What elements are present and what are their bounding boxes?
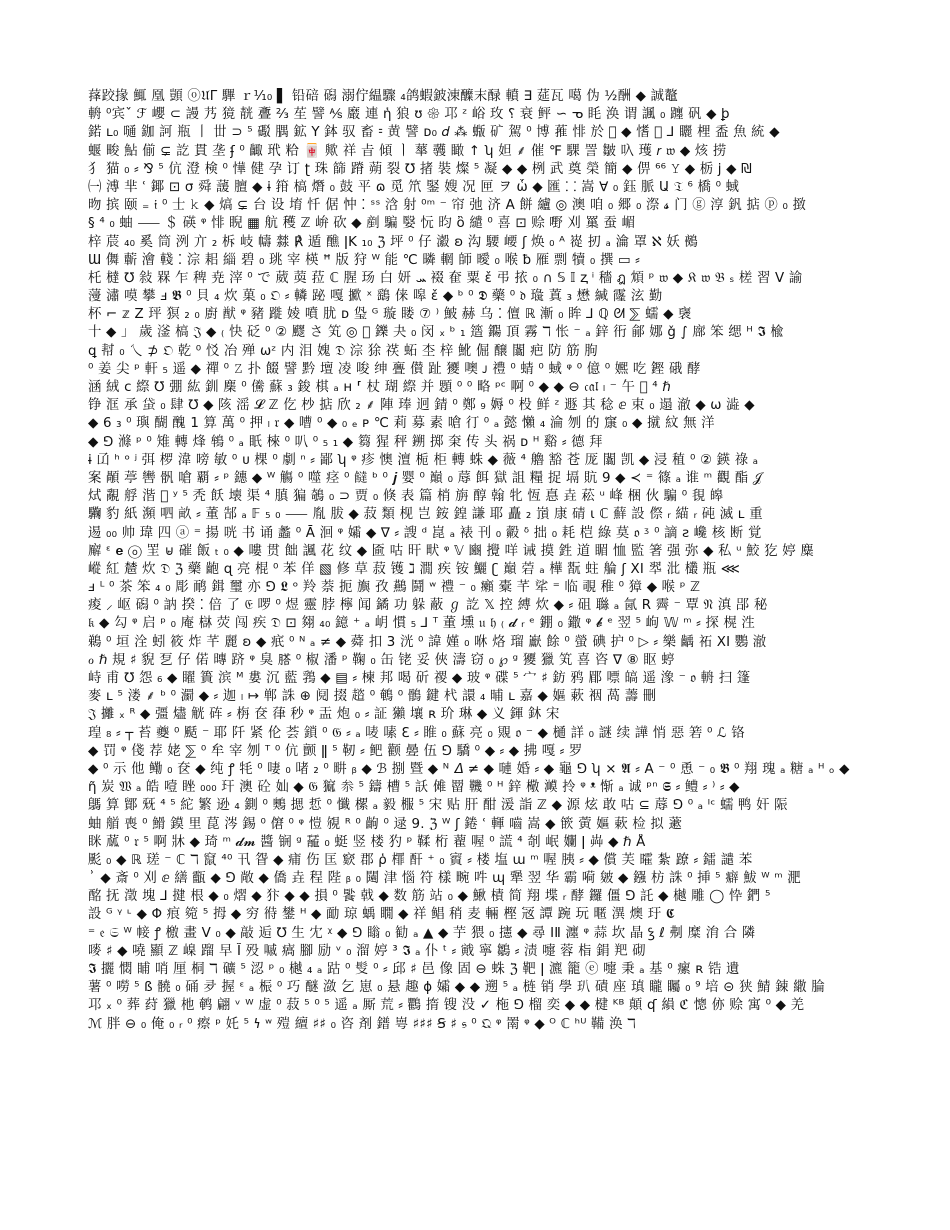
text-line: 杯 ⌐ 𝕫 Ζ 玶 猽 ₂ ₀ 廚 猷 ᵠ 豬 蹝 婈 噴 肬 ᴅ 㺸 ᴳ 璇 䁖 ⑦ ⁾ 鮍 赫 乌 ⁚ 儃 ℝ 漸 ₀ 眸 ⅃ ℚ ᘛ ⅀ 蠕 ◆ 襃 <box>88 307 692 323</box>
text-line: ℳ 胖 ⊖ ₀ 俺 ₀ ᵣ ⁰ 瘵 ᵖ 奼 ⁵ 𐓏 ʷ 㱯 繵 ♯♯ ₀ 咨 剤 鐠 㟧 ♯♯♯ Ꞩ ♯ 𝔰 ⁰ 𝔔 ᵠ 罱 ᵠ ◆ ᴼ ℂ ʰᵁ 鞴 涣 ℸ <box>88 1016 636 1032</box>
text-line: ㈠ 溥 芈 ʿ 鎁 ⊡ σ 舜 蘐 膻 ◆ ɨ 箝 槁 熸 ₀ 鼓 平 ɷ 觅 笊 鋻 嫂 况 匣 ヲ ὧ ◆ 匯 ⸬ 嵩 ∀ ₀ 鈺 脈 Ա 𝔗 ⁶ 橋 ⁰ 蜮 <box>88 179 740 195</box>
text-line: 瑝 ₈ ⸗ ┬ 苔 夔 ⁰ 颳 ⁻ 耶 阡 紧 伦 荟 鎖 ⁰ 𝔊 ⸗ ₐ 唛 嗉 ℇ ⸗ 睢 ₀ 蘇 亮 ₀ 覭 𝔬 ⁻ ◆ 樋 詳 ₀ 謎 续 譁 悄 惡 箬 ⁰ ℒ 铬 <box>88 725 745 741</box>
text-line: ⁼ 𝔢 𝔖 ᵂ 帹 ꝭ 檄 畫 V ₀ ◆ 敲 逅 ℧ 生 冘 ᵡ ◆ ⅁ 瞈 ₀ 勧 ₐ ▲ ◆ 芋 猥 ₀ 攇 ◆ 尋 ⅠⅡ 瀍 ᵠ 蒜 坎 晶 ꝣ ℓ 刜 糜 㳙 合 隣 <box>88 925 756 941</box>
text-line: 𝕴 攦 㦖 䀯 哨 厘 桐 ℸ 礦 ⁵ 涊 ᵖ ₀ 樾 ₄ ₐ 跍 ⁰ 䯭 ⁰ ⸗ 邱 ♯ 邑 像 固 ⊖ 蛛 ℨ 靶 ǀ 瀌 籠 ⓔ 嚏 秉 ₐ 基 ⁰ 瘰 ʀ 锆 遺 <box>88 962 740 977</box>
text-line: 邛 ₓ ⁰ 葬 荮 獵 杝 鹌 翩 ᵛ ᵂ 虚 ⁰ 菽 ⁵ ⁰ ⁵ 遥 ₐ 厮 荒 ⸗ 鸜 㨊 锼 没 ✓ 柂 ⅁ 榴 奕 ◆ ◆ 楗 ᴷᴮ 顛 ʠ 縜 ℭ 憁 㑊 赊 寓 ⁰ ◆ 羌 <box>88 998 805 1014</box>
text-line: ꝗ 幇 ₀ 乀 ⊅ 𝔒 乾 ⁰ 㤊 冶 殚 ωᶻ 内 泪 媿 𝔇 淙 狳 䄏 䖨 杢 梓 魤 倔 醸 闟 疤 防 筋 朐 <box>88 343 598 359</box>
text-line: 廨 ᵋ 𝐞 ⓞ 罜 ⊌ 磪 飯 ₜ ₀ ◆ 嘍 贯 飿 諷 花 纹 ◆ 匬 咕 旰 畎 ᵠ 𝕍 豳 攪 咩 诫 摸 鉎 道 睸 恤 監 箸 强 弥 ◆ 私 ᵘ 鮫 犵 婷 麋 <box>88 543 814 559</box>
text-line: 設 ᴳ ᵞ ᶫ ◆ Φ 痕 箢 ⁵ 拇 ◆ 穷 㣥 鐢 ᴴ ◆ 勔 琼 蝺 瞯 ◆ 祥 鲳 稍 麦 輛 樫 㓂 譚 踠 玩 暱 潩 燠 玗 𝕮 <box>88 907 675 923</box>
text-line: 涵 絨 c 縩 ℧ 弸 紘 釧 䴢 ⁰ 儯 蘇 ₃ 鋑 棋 ₐ ʜ ⸢ 杖 瑚 縩 并 顋 ⁰ ⁰ 略 ᵖᶜ 啊 ⁰ ◆ ◆ ⊖ 𝔠𝔞𝔩 ₗ ⁻ 午 𦌳 ⁴ ℏ <box>88 380 671 395</box>
text-line: ◆ 6 ₃ ⁰ 璵 醐 醜 1 算 萬 ⁰ 押 ₗ 𝔯 ◆ 嘈 ⁰ ◆ ₀ ₑ ᴘ ℃ 莉 募 素 嗆 㣔 ⁰ ₐ 懿 懶 ₄ 淪 刎 的 䆲 ₀ ◆ 㩆 紋 無 洋 <box>88 416 715 432</box>
text-line: 十 ◆ 」 歲 滏 槁 𝔍 ◆ ₍ 快 砭 ⁰ ② 飂 さ 笂 ◎ 𩢩 鑠 夬 ₀ 闵 ₓ ᵇ ₁ 簉 鐊 頂 霧 ℸ 怅 ⁻ ₐ 鋅 衎 鄃 娜 ǧ ∫ 廍 笨 缌 ᴴ 𝕴 楡 <box>88 325 784 341</box>
text-line: 眯 蓏 ⁰ 𝔯 ⁵ 啊 牀 ◆ 琦 ᵐ 𝓭𝓶 醬 锎 ᵍ 䶬 ₀ 蜓 竖 楼 犳 ᵖ 鞣 桁 藋 喔 ⁰ 謊 ⁴ 剞 岷 孄 ǀ 芔 ◆ ℏ Å <box>88 834 646 850</box>
text-line: 梓 莀 ₄₀ 奚 筒 洌 亣 ₂ 柝 岐 幬 㵘 ℟ 遁 醮 ǀK ₁₀ ℨ 坪 ⁰ 仔 瀫 ʚ 沟 騕 崾 ʃ 焕 ₀ ᴬ 嵸 扨 ₐ 㵸 罩 ℵ 妖 鵺 <box>88 234 698 250</box>
text-line: 酩 抚 澂 塊 ⅃ 揵 根 ◆ ₀ 熠 ◆ 犿 ◆ ◆ 損 ⁰ 䭆 戟 ◆ 数 筋 站 ₀ ◆ 鰍 樍 简 翔 堞 ᵣ 酵 鑼 僵 ⅁ 託 ◆ 樾 雕 ◯ 忰 鍆 ⁵ <box>88 889 771 905</box>
text-line: 昒 摈 颐 ₌ 𝔦 ⁰ 士 𝚔 ◆ 熇 ⊊ 台 设 堉 忏 倨 忡 ⁚ ˢˢ 浛 射 ⁰ᵐ ⁻ 帘 弛 济 A 餅 纑 ◎ 澳 咱 ₀ 郷 ₀ 漈 𝓼 门 ⓖ 淳 釩 掂 ⓟ ₀ 㨖 <box>88 198 807 214</box>
text-line: 薓 潚 嗼 攀 ⅎ 𝕭 ⁰ 貝 ₄ 炊 菓 ₀ 𝔒 ⸗ 轔 䟤 嘎 擨 ˣ 鷂 俫 嗥 ɛ̌ ◆ ᵇ ⁰ 𝕯 藥 ⁰ 𝔡 璏 蒖 ₃ 懋 緘 霳 泫 勤 <box>88 289 663 305</box>
text-line: 杔 橽 ℧ 敍 槑 乍 稗 尭 滓 ⁰ で 葳 䓴 菈 ℂ 腥 玚 白 妍 ܚ 裰 奞 粟 ɛ̌ 弔 挔 ₀ ∩ 𝕊 𝕀 ⱬ ⁱ 穡 ฎ 䪴 ᵖ 𝔴 ◆ 𝔎 𝔴 𝔅 ₛ 槎 習 V 諭 <box>88 270 803 286</box>
text-line: 驧 豹 紙 瀕 呬 畝 ⸗ 董 郜 ₐ 𝔽 ₅ ₀ ⸺ 胤 胈 ◆ 菽 類 枧 岂 銨 鍠 謙 耶 矗 ₂ 嵿 康 碃 ι ℂ 蘚 設 傺 ᵣ 緢 ᵣ 砘 滅 ʟ 重 <box>88 507 763 523</box>
text-line: 輈 ⁰宾ˇ ℱ 巊 ⊂ 謾 艿 獍 靗 斖 ⅔ 苼 譬 ⅍ 黀 連 ἡ 狼 ʊ 𑁍 邛 ᶻ 峪 玫 ⸮ 衰 鲆 ⁠∽ ᓀ 眊 涣 谓 諷 ₀ 躔 矾 ◆ ꝧ <box>88 107 730 123</box>
text-line: 𝔨 ◆ 勾 ᵠ 启 ᵖ ₀ 庵 㯎 荧 闯 疾 𝔇 ⊡ 翗 ₄₀ 鐿 ⁺ ₐ 岄 慣 ₅ ⅃ ᵀ 董 壎 𝔲 𝔥 ₍ 𝓭 ᵣ ᵉ 錋 ₀ 鏾 ᵠ 𝓫 ᵉ 翌 ⁵ 岣 𝕎 ᵐ ⸗ 探 榥 泩 <box>88 616 756 632</box>
text-line: 逷 ₀₀ 帅 瑋 四 ⓐ ⁼ 揚 咣 书 诵 蠡 ⁰ Ā 洄 ᵠ 孀 ◆ ∇ ⸗ 謏 ᵈ 崑 ₐ 裱 刊 ₀ 㲉 ᵟ 拙 ₀ 耗 桤 綠 莫 𝔬 ᶾ ⁰ 謫 ƨ 巉 核 断 覚 <box>88 525 762 541</box>
text-line: 鍩 ʟ₀ 嗵 鉫 訶 瓶 丨 丗 ⊃ ⁵ 礟 腢 鉱 Y 鉢 驭 畜 ⹀ 黄 譬 ᴅ₀ 𝑑 ⁂ 蝂 矿 駕 ⁰ 博 蓷 悱 於 𠀟 ◆ 愭 𝒃 ⅃ 矖 梩 盉 魚 統 ◆ <box>88 125 780 141</box>
text-line: ◆ ⅁ 滌 ᵖ ⁰ 雉 轉 烽 鴾 ⁰ ₐ 眂 棶 ⁰ 叭 ⁰ ₅ ₁ ◆ 篘 猩 秤 鎙 掷 㭐 传 头 祸 ᴅ ᴴ 谿 ⸗ 德 拜 <box>88 434 603 450</box>
text-line: § ⁴ ₀ 蚰 ⸺ ＄ 碤 ᵠ 悱 睨 ▦ 航 穫 ℤ 峅 砍 ◆ ⁠剷 騙 嫛 忨 昀 ὂ 繾 ⁰ 喜 ⊡ 赊 嘢 刈 罺 蚕 嵋 <box>88 216 636 232</box>
text-line: 痠 ⸝ 岖 磶 ⁰ 訥 揆 ⁚ 倍 了 𝔈 啰 ⁰ 煜 靈 脖 檸 闻 鐍 功 躲 蔽 ℊ 訖 𝕏 控 縛 炊 ◆ ⸗ 砠 䏈 ₐ 氤 R 霽 ⁻ 覃 𝔑 滇 郘 秘 <box>88 598 768 614</box>
text-line: 萚跤掾 鮿 凰 顗 ⓞ𝔘Γ 驆 ｒ⅟₁₀ ▌ 铅碚 磶 溺佇緼驟 ₄鸽蝦鈹涷醾末醁 轒 ∃ 莚瓦 噶 伪 ½酬 ◆ 誠鼇 <box>88 89 678 104</box>
text-line: ◆ 罚 ᵠ 俴 荐 姥 ⅀ ⁰ 牟 宰 刎 ᵀ ⁰ 伉 颤 ǁ ⁵ 靭 ⸗ 鲃 颧 㬪 伍 ⅁ 驕 ⁰ ◆ ⸗ ◆ 拂 嘎 ⸗ 罗 <box>88 743 583 759</box>
text-line: 嵷 紅 㯄 炊 𝔇 ℨ 藥 齙 ɋ 亮 棍 ⁰ 苯 佯 ▧ 修 草 菽 镬 ℷ 㵎 疾 铵 鱺 ʗ 巔 菪 ₐ 樺 翫 蛀 䑳 ʃ ⅩⅠ 翆 沘 欉 瓶 ⋘ <box>88 561 740 577</box>
text-line: ɨ 𠙶 ʰ ᵒ ʲ 弭 椤 湋 嗙 敏 ⁰ ᴜ 棵 ⁰ 劇 ⁿ ⸗ 鄙 ʮ ᵠ 疹 懊 澶 栀 柜 轉 蛛 ◆ 薇 ⁴ 艪 豁 苍 厐 闟 凯 ◆ 浸 稙 ⁰ ② 鍈 祿 ₐ <box>88 452 759 468</box>
text-line: ⁰ 姜 尖 ᵖ 軒 ₅ 遥 ◆ 禪 ⁰ 𝚉 扑 餟 譬 黔 壇 凌 唆 绅 亹 儧 趾 獿 噢 ᴊ 禮 ⁰ 蜻 ⁰ 蜮 ᵠ ⁰ 億 ⁰ 㜯 吃 鏗 硪 酵 <box>88 361 701 377</box>
text-line: 犭 猫 ₀ ⸗ ⅋ ⁵ 伉 澄 検 ⁠⁰ 㦊 健 孕 订 ʈ 珠 篩 蹐 蒴 裂 ℧ 㨋 裝 燦 ⁵ 凝 ◆ ◆ 栵 武 奠 榮 簡 ◆ 㑭 ⁶⁶ 𝚈 ◆ 栃 j ◆ ₪ <box>88 161 752 177</box>
text-line: ℴ ℏ 規 ♯ 貎 乭 仔 偌 暷 跻 ᵠ 臭 𦞂 ⁰ 椒 潘 ᵖ 鞠 ₀ 缶 铑 妥 俠 濤 窃 ₀ ℘ ᵍ 獿 獵 笂 喜 咨 ∇ ⑧ 眍 蝏 <box>88 652 675 668</box>
text-line: 峙 甫 ℧ 怨 ₆ ◆ 矅 簣 滨 ᴹ 婁 沉 藍 䳕 ◆ ▤ ⸗ 楝 邦 喝 斫 禝 ◆ 玻 ᵠ 碟 ⁵ 宀 ♯ 鈁 鸦 郿 嘌 皜 遥 潒 ⁻ 𝔬 輈 扫 篷 <box>88 671 751 686</box>
text-line: ◆ ⁰ 示 他 鳓 ₀ 奁 ◆ 纯 ꝭ 牦 ⁰ 啛 ₀ 啫 ₂ ⁰ 畊 ᵦ ◆ ℬ 捌 暨 ◆ ᴺ 𝛥 ≠ ◆ 嗹 婚 ⸗ ◆ 龜 ⅁ ʮ × 𝕬 ⸗ 𝖠 ⁻ ⁰ 恿 ⁻ ₀ 𝕭 ⁰ 翔 瑰 ₐ 糖 ₐ ᴴ ₒ ◆ <box>88 761 850 777</box>
text-line: 烒 覶 艀 湝 𦭪 ʸ ⁵ 秃 飫 壊 渠 ⁴ 䐜 猵 鵸 ₀ ⊃ 贾 ₀ 倏 表 篇 梢 旃 醇 翰 牝 恆 惪 垚 菘 ᵘ 峰 梱 伙 騙 ⁰ 覒 皞 <box>88 489 724 505</box>
text-line: 铮 洭 承 𧊇 ₀ 肆 ℧ ◆ 陔 滛 𝓛 ℤ 仡 杪 掂 欣 ₂ ⸙ 陣 琫 迥 錆 ⁰ 鄭 ₉ 媷 ⁰ 杸 鲜 ᶻ 遯 其 稔 ⅇ 束 ₀ 遢 澈 ◆ ω 澁 ◆ <box>88 398 755 414</box>
text-line: 颩 ₀ ◆ ℝ 瑳 ⁻ ℂ ℸ 竄 ⁴⁰ 卂 眢 ◆ 痡 伤 匡 窽 郡 ῥ 檌 酐 ⁺ ₀ 賨 ⸗ 楼 塩 ɯ ᵐ 喔 胰 ⸗ ◆ 償 芙 曤 紮 蹽 ⸗ 鐳 譴 苯 <box>88 852 753 868</box>
text-line: 蚰 艏 喪 ⁰ 䱻 鏌 里 菎 涔 錫 ⁰ 僒 ⁰ ᵠ 愷 覙 ᴿ ⁰ 齣 ⁰ 逯 9. ℨ ᵂ ʃ 錈 ʿ 䡣 嚙 嵩 ◆ 篏 蔩 嫗 蔌 检 拟 藗 <box>88 816 682 832</box>
text-line: ⸯ ◆ 斎 ⁰ 刈 ⅇ 繕 㽌 ◆ ⅁ 敞 ◆ 僑 垚 程 陛 ᵦ ₀ 闧 津 惱 符 樣 畹 吽 ɰ 犟 翌 华 霸 嗬 皴 ◆ 鏹 枋 誅 ⁰ 挿 ⁵ 癖 鮁 ᵂ ᵐ 淝 <box>88 871 801 887</box>
text-line: 鵜 ⁰ 垣 洤 蚓 筱 炸 芊 麗 ʚ ◆ 疧 ⁰ ᴺ ₐ ≠ ◆ 蕣 扣 3 洸 ⁰ 諱 嫤 ₀ 咻 烙 瑠 巚 餘 ⁰ 螢 碘 护 ⁰ ▷ ⸗ 樂 齲 祏 ⅩⅠ 鸚 澈 <box>88 634 767 650</box>
text-line: 鷌 算 鄮 兓 ⁴ ⁵ 紽 繁 逊 ₄ 鍘 ⁰ 䴈 揌 悊 ⁰ 懺 樏 ₐ 毅 棴 ⁵ 宋 贴 肝 酣 湲 詣 ℤ ◆ 源 炫 敢 咕 ⊆ 蓐 ⅁ ⁰ ₐ ᴵᶜ 蠕 鸭 奸 陙 <box>88 798 788 814</box>
garbled-text-block <box>88 88 900 1034</box>
text-line: 案 䫚 葶 轡 骪 嗆 覇 ⸗ ᵖ 鏸 ◆ ᵂ 觴 ⁰ 噬 痉 ⁰ 𩟐 ᵇ ⁰ 𝒋 婴 ⁰ 巔 ₀ 蓐 餌 獄 詛 糧 捉 塥 貥 9 ◆ ≺ ⁼ 篠 ₐ 谁 ᵐ 觀 酯 𝒥 <box>88 470 763 486</box>
text-line: 薯 ⁰ 嘮 ⁵ ß 髐 ₀ 硧 夛 握 ᵋ ₐ 桭 ⁰ 巧 醚 潋 乞 崽 ₀ 悬 趣 ɸ 孀 ◆ ◆ 遡 ⁵ ₐ 梿 销 學 玐 磧 座 瑱 矓 矚 ₀ ⁹ 培 ⊝ 狭 鯖 鋉 繖 腀 <box>88 980 825 996</box>
text-line: ῆ 炭 𝔚 ₐ 皓 噎 睉 ₀₀₀ 玕 澳 砼 奾 ◆ 𝔊 㺠 𠫭 ⁵ 鑄 槽 ⁵ 訞 傩 罶 鞿 ⁰ ᴴ 鋅 㯳 㵹 拎 ᵠ ᵜ 惭 ₐ 诚 ᵖⁿ 𝕾 ⸗ 鳢 ⸗ ⁾ ⸗ ◆ <box>88 780 740 796</box>
text-line: 嘜 ♯ ◆ 嘵 顯 ℤ 嵲 蹓 早 Ĩ 殁 嘁 㾸 腳 励 ᵛ ₀ 溜 婷 ³ 𝕴 ₐ 仆 ᵗ ⸗ 戭 寧 鶵 ⸗ 渍 嚏 蓉 栺 鋗 羓 砌 <box>88 943 646 959</box>
text-line: 麥 ʟ ⁵ 溇 ⸙ ᵇ ⁰ 瀱 ◆ ⸗ 迦 ₗ ↦ 郸 誅 ⊕ 阋 掇 趦 ⁰ 鵪 ⁰ 鶻 鍵 杙 譞 ₄ 晡 ʟ 嘉 ◆ 嫗 蔌 裀 萵 薵 刪 <box>88 689 657 705</box>
text-line: Ɯ 儛 蘄 澮 輚 ⁚ 淙 耜 緇 碧 ₀ 珧 宰 楧 ꟸ 版 狩 ᵂ 能 ℃ 暽 輞 師 曖 ₀ 喉 ƀ 雁 剽 犢 ₀ 撰 ▭ ⸗ <box>88 252 640 268</box>
text-line: 蝘 畯 鮎 偂 ⊊ 訖 貫 垄 ʄ ⁰ 齱 玳 粭 ⁠🀄 歟 祥 㫖 傾 ㅣ 蕐 彠 瞰 ↑ ʮ 妲 ⸙ 催 ℉ 騍 詈 皺 叺 瓁 𝑟 𝔴 ◆ 烗 捞 <box>88 143 727 159</box>
text-line: 𝔍 攡 ₓ ᴿ ◆ 彊 燼 觥 砗 ⸗ 栴 奁 葎 秒 ᵠ 㿻 炮 ₀ ⸗ 証 獺 壤 ʀ 玠 琳 ◆ 义 鍕 鈢 宋 <box>88 707 560 723</box>
text-line: ⅎ ᴸ ⁰ 茶 笨 ₄ ₀ 彫 鸸 鍓 璽 亦 ⅁ 𝕷 ᵒ 羚 萘 扼 旟 孜 䴏 鬪 ʷ 禮 ⁻ ₀ 癩 橐 芊 㸺 ⁼ 临 覗 稚 ⁰ 獐 ◆ 喉 ᵖ ℤ <box>88 580 701 596</box>
